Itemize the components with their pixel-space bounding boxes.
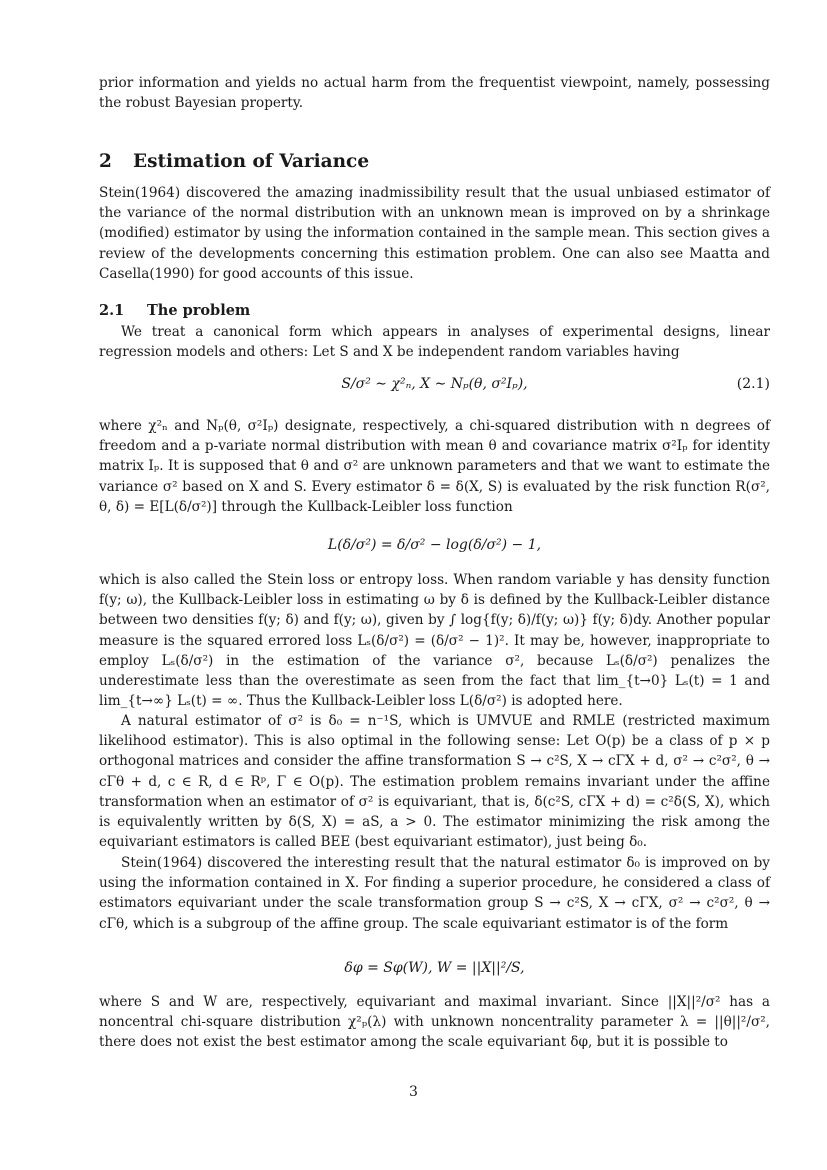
intro-tail-text: prior information and yields no actual harm from the frequentist viewpoint, namely, possessing the robust Bayesian property.: [99, 75, 770, 112]
natural-estimator-paragraph: [99, 711, 770, 852]
where-text: where χ²ₙ and Nₚ(θ, σ²Iₚ) designate, respectively, a chi-squared distribution with n degrees of freedom and a p-variate normal distribution with mean θ and covariance matrix σ²Iₚ for identity matrix Iₚ. It is supposed that θ and σ² are unknown parameters and that we want to estimate the variance σ² based on X and S. Every estimator δ = δ(X, S) is evaluated by the risk function R(σ², θ, δ) = E[L(δ/σ²)] through the Kullback-Leibler loss function: [99, 418, 770, 515]
stein-improvement-paragraph: [99, 853, 770, 934]
equation-2-1-tag: (2.1): [736, 376, 770, 392]
section-intro-text: Stein(1964) discovered the amazing inadmissibility result that the usual unbiased estimator of the variance of the normal distribution with an unknown mean is improved on by a shrinkage (modified) estimator by using the information contained in the sample mean. This section gives a review of the developments concerning this estimation problem. One can also see Maatta and Casella(1990) for good accounts of this issue.: [99, 185, 770, 282]
section-number: 2: [99, 151, 112, 172]
problem-paragraph: [99, 322, 770, 362]
page-number: 3: [409, 1084, 418, 1100]
equation-scale: [99, 960, 770, 982]
equation-loss: [99, 537, 770, 559]
natural-estimator-text: A natural estimator of σ² is δ₀ = n⁻¹S, which is UMVUE and RMLE (restricted maximum likelihood estimator). This is also optimal in the following sense: Let O(p) be a class of p × p orthogonal matrices and consider the affine transformation S → c²S, X → cΓX + d, σ² → c²σ², θ → cΓθ + d, c ∈ R, d ∈ Rᵖ, Γ ∈ O(p). The estimation problem remains invariant under the affine transformation when an estimator of σ² is equivariant, that is, δ(c²S, cΓX + d) = c²δ(S, X), which is equivalently written by δ(S, X) = aS, a > 0. The estimator minimizing the risk among the equivariant estimators is called BEE (best equivariant estimator), just being δ₀.: [99, 713, 770, 851]
problem-text: We treat a canonical form which appears in analyses of experimental designs, linear regression models and others: Let S and X be independent random variables having: [99, 324, 770, 361]
intro-tail-paragraph: [99, 73, 770, 113]
stein-loss-paragraph: [99, 570, 770, 711]
section-heading: [99, 151, 369, 172]
stein-improvement-text: Stein(1964) discovered the interesting result that the natural estimator δ₀ is improved on by using the information contained in X. For finding a superior procedure, he considered a class of estimators equivariant under the scale transformation group S → c²S, X → cΓX, σ² → c²σ², θ → cΓθ, which is a subgroup of the affine group. The scale equivariant estimator is of the form: [99, 855, 770, 932]
equation-loss-body: L(δ/σ²) = δ/σ² − log(δ/σ²) − 1,: [327, 537, 542, 553]
equation-scale-body: δφ = Sφ(W), W = ||X||²/S,: [344, 960, 525, 976]
section-title: Estimation of Variance: [133, 151, 370, 172]
equation-2-1-body: S/σ² ∼ χ²ₙ, X ∼ Nₚ(θ, σ²Iₚ),: [341, 376, 528, 392]
stein-loss-text: which is also called the Stein loss or entropy loss. When random variable y has density function f(y; ω), the Kullback-Leibler loss in estimating ω by δ is defined by the Kullback-Leibler distance between two densities f(y; δ) and f(y; ω), given by ∫ log{f(y; δ)/f(y; ω)} f(y; δ)dy. Another popular measure is the squared errored loss Lₛ(δ/σ²) = (δ/σ² − 1)². It may be, however, inappropriate to employ Lₛ(δ/σ²) in the estimation of the variance σ², because Lₛ(δ/σ²) penalizes the underestimate less than the overestimate as seen from the fact that lim_{t→0} Lₛ(t) = 1 and lim_{t→∞} Lₛ(t) = ∞. Thus the Kullback-Leibler loss L(δ/σ²) is adopted here.: [99, 572, 770, 710]
subsection-number: 2.1: [99, 302, 125, 319]
equation-2-1: [99, 376, 770, 398]
ending-paragraph: [99, 992, 770, 1053]
subsection-heading: [99, 302, 250, 319]
ending-text: where S and W are, respectively, equivariant and maximal invariant. Since ||X||²/σ² has a noncentral chi-square distribution χ²ₚ(λ) with unknown noncentrality parameter λ = ||θ||²/σ², there does not exist the best estimator among the scale equivariant δφ, but it is possible to: [99, 994, 770, 1051]
subsection-title: The problem: [147, 302, 251, 319]
where-paragraph: [99, 416, 770, 517]
section-intro-paragraph: [99, 183, 770, 284]
